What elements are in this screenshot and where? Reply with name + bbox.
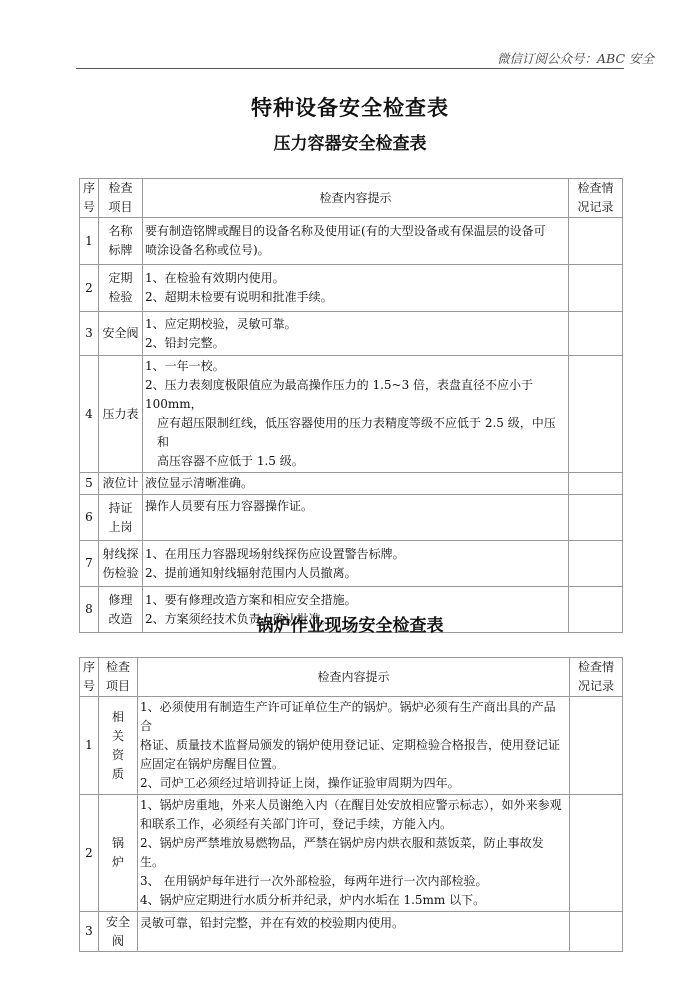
header-rule (76, 68, 624, 69)
col-header-record: 检查情 况记录 (569, 179, 623, 218)
check-content: 液位显示清晰准确。 (143, 473, 569, 495)
check-item: 射线探 伤检验 (99, 541, 143, 587)
check-content: 1、要有修理改造方案和相应安全措施。 2、方案须经技术负责人确认批准。 (143, 587, 569, 633)
header-row (80, 658, 623, 697)
row-number: 1 (80, 697, 99, 795)
check-content: 1、在检验有效期内使用。 2、超期未检要有说明和批准手续。 (143, 265, 569, 312)
col-header-content: 检查内容提示 (143, 179, 569, 218)
boiler-table-title: 锅炉作业现场安全检查表 (256, 616, 444, 636)
header-row (80, 179, 623, 218)
row-number: 3 (80, 912, 99, 952)
pressure-vessel-table (79, 178, 623, 633)
table-row (80, 795, 623, 912)
record-cell[interactable] (569, 473, 623, 495)
check-item: 相 关 资 质 (99, 697, 138, 795)
check-content: 1、必须使用有制造生产许可证单位生产的锅炉。锅炉必须有生产商出具的产品合 格证、质量技术监督局颁发的锅炉使用登记证、定期检验合格报告，使用登记证 应固定在锅炉房醒目位置。 2、司炉工必须经过培训持证上岗，操作证验审周期为四年。 (138, 697, 570, 795)
record-cell[interactable] (569, 218, 623, 265)
page-title: 特种设备安全检查表 (251, 95, 449, 120)
row-number: 5 (80, 473, 99, 495)
col-header-item: 检查 项目 (99, 658, 138, 697)
row-number: 4 (80, 356, 99, 473)
table-row (80, 473, 623, 495)
check-item: 安全阀 (99, 312, 143, 356)
check-content: 要有制造铭牌或醒目的设备名称及使用证(有的大型设备或有保温层的设备可 喷涂设备名称或位号)。 (143, 218, 569, 265)
check-content: 1、应定期校验，灵敏可靠。 2、铅封完整。 (143, 312, 569, 356)
row-number: 8 (80, 587, 99, 633)
table-row (80, 265, 623, 312)
boiler-table (79, 657, 623, 952)
record-cell[interactable] (569, 356, 623, 473)
col-header-item: 检查 项目 (99, 179, 143, 218)
check-content: 操作人员要有压力容器操作证。 (143, 495, 569, 541)
record-cell[interactable] (570, 912, 623, 952)
record-cell[interactable] (570, 697, 623, 795)
row-number: 2 (80, 265, 99, 312)
header-note: 微信订阅公众号：ABC 安全 (497, 51, 654, 66)
row-number: 6 (80, 495, 99, 541)
table-row (80, 541, 623, 587)
check-content: 1、在用压力容器现场射线探伤应设置警告标牌。 2、提前通知射线辐射范围内人员撤离。 (143, 541, 569, 587)
row-number: 2 (80, 795, 99, 912)
check-item: 液位计 (99, 473, 143, 495)
table-row (80, 312, 623, 356)
col-header-num: 序 号 (80, 658, 99, 697)
check-content: 1、一年一校。 2、压力表刻度极限值应为最高操作压力的 1.5~3 倍，表盘直径不应小于 100mm， 应有超压限制红线，低压容器使用的压力表精度等级不应低于 2.5 级，中压和 高压容器不应低于 1.5 级。 (143, 356, 569, 473)
check-content: 1、锅炉房重地，外来人员谢绝入内（在醒目处安放相应警示标志），如外来参观 和联系工作，必须经有关部门许可，登记手续，方能入内。 2、锅炉房严禁堆放易燃物品，严禁在锅炉房内烘衣服和蒸饭菜，防止事故发生。 3、 在用锅炉每年进行一次外部检验，每两年进行一次内部检验。 4、锅炉应定期进行水质分析并纪录，炉内水垢在 1.5mm 以下。 (138, 795, 570, 912)
check-content: 灵敏可靠，铅封完整，并在有效的校验期内使用。 (138, 912, 570, 952)
check-item: 安全 阀 (99, 912, 138, 952)
record-cell[interactable] (569, 495, 623, 541)
pressure-vessel-table-title: 压力容器安全检查表 (273, 134, 427, 154)
record-cell[interactable] (569, 312, 623, 356)
col-header-content: 检查内容提示 (138, 658, 570, 697)
check-item: 修理 改造 (99, 587, 143, 633)
table-row (80, 697, 623, 795)
check-item: 定期 检验 (99, 265, 143, 312)
table-row (80, 218, 623, 265)
table-row (80, 356, 623, 473)
check-item: 名称 标牌 (99, 218, 143, 265)
check-item: 锅 炉 (99, 795, 138, 912)
row-number: 1 (80, 218, 99, 265)
col-header-num: 序 号 (80, 179, 99, 218)
record-cell[interactable] (569, 265, 623, 312)
record-cell[interactable] (570, 795, 623, 912)
check-item: 持证 上岗 (99, 495, 143, 541)
table-row (80, 495, 623, 541)
row-number: 3 (80, 312, 99, 356)
row-number: 7 (80, 541, 99, 587)
record-cell[interactable] (569, 541, 623, 587)
table-row (80, 912, 623, 952)
check-item: 压力表 (99, 356, 143, 473)
col-header-record: 检查情 况记录 (570, 658, 623, 697)
